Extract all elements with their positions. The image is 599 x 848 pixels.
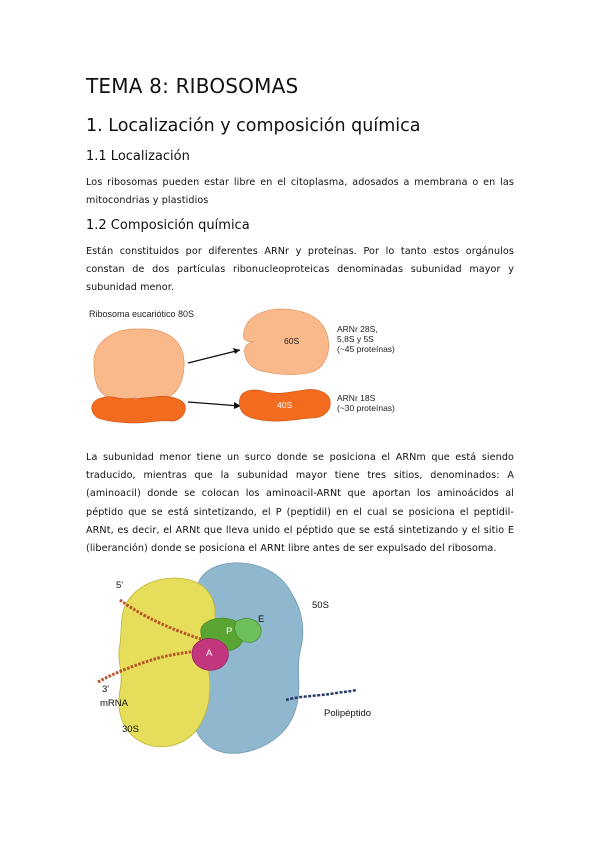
ribosome-diagram <box>84 302 344 430</box>
arrow-to-small <box>188 402 240 406</box>
ribosome-80s-large-part <box>94 329 184 400</box>
label-50s: 50S <box>312 600 329 611</box>
page-title: TEMA 8: RIBOSOMAS <box>86 74 299 98</box>
label-30s: 30S <box>122 724 139 735</box>
small-desc-line-1: ARNr 18S <box>337 393 376 403</box>
ribosome-3d-diagram <box>86 560 386 772</box>
section-heading: 1. Localización y composición química <box>86 116 421 136</box>
paragraph-composicion: Están constituidos por diferentes ARNr y proteínas. Por lo tanto estos orgánulos constan de dos partículas ribonucleoproteicas denominadas subunidad mayor y subunidad menor. <box>86 246 514 293</box>
label-mrna: mRNA <box>100 698 128 709</box>
subsection-heading-composicion: 1.2 Composición química <box>86 218 250 233</box>
label-p-site: P <box>226 626 233 637</box>
label-a-site: A <box>206 648 213 659</box>
large-desc-line-3: (~45 proteínas) <box>337 344 395 354</box>
arrow-to-large <box>188 350 240 363</box>
paragraph-sitios: La subunidad menor tiene un surco donde se posiciona el ARNm que está siendo traducido, mientras que la subunidad mayor tiene tres sitios, denominados: A (aminoacil) donde se colocan los aminoacil-ARNt que aportan los aminoácidos al péptido que se está sintetizando, el P (peptidil) en el cual se posiciona el peptidil-ARNt, es decir, el ARNt que lleva unido el péptido que se está sintetizando y el sitio E (liberanción) donde se posiciona el ARNt libre antes de ser expulsado del ribosoma. <box>86 452 514 555</box>
ribosome-subunits-figure <box>84 302 395 430</box>
ribosome-3d-figure <box>86 560 386 772</box>
label-polipeptido: Polipéptido <box>324 708 372 719</box>
subsection-heading-localizacion: 1.1 Localización <box>86 149 190 164</box>
large-desc-line-1: ARNr 28S, <box>337 324 378 334</box>
arrow-head-large <box>233 348 240 354</box>
label-e-site: E <box>258 614 265 625</box>
large-subunit-description <box>337 324 407 354</box>
label-5-prime: 5' <box>116 580 124 591</box>
label-60s: 60S <box>284 336 300 346</box>
paragraph-localizacion: Los ribosomas pueden estar libre en el citoplasma, adosados a membrana o en las mitocondrias y plastidios <box>86 177 514 206</box>
label-3-prime: 3' <box>102 684 110 695</box>
label-40s: 40S <box>277 400 293 410</box>
small-desc-line-2: (~30 proteínas) <box>337 403 395 413</box>
figure-title: Ribosoma eucariótico 80S <box>89 309 195 319</box>
small-subunit-description <box>337 393 407 413</box>
large-desc-line-2: 5,8S y 5S <box>337 334 374 344</box>
ribosome-80s-small-part <box>92 396 186 423</box>
